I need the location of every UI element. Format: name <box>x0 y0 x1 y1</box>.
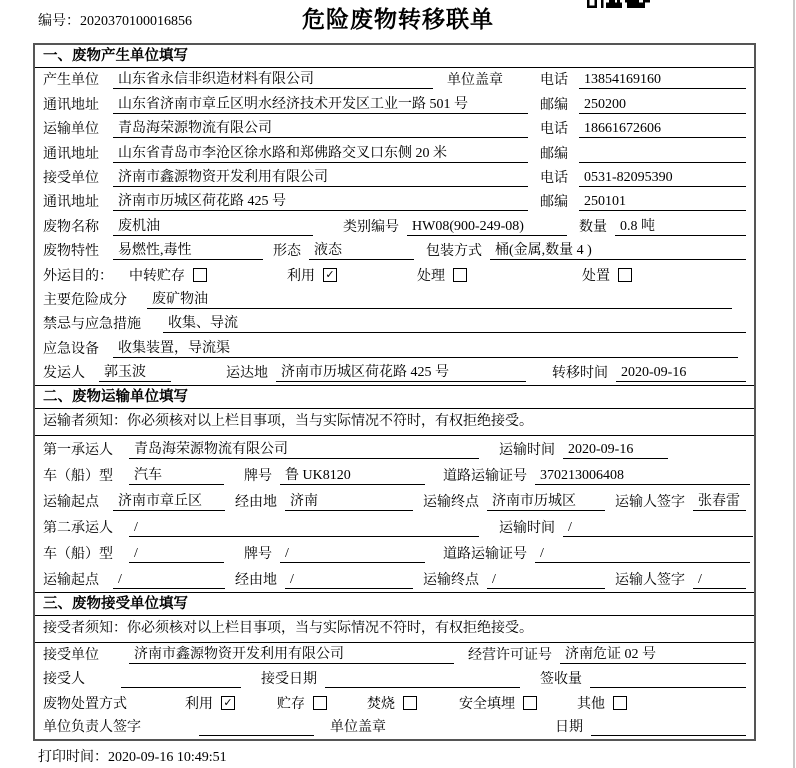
purpose-option-label: 利用 <box>287 269 315 285</box>
producer-post-value: 250200 <box>579 97 746 114</box>
plate-label: 牌号 <box>244 469 272 485</box>
vehicle-type-value: 汽车 <box>129 464 224 485</box>
disposal-method-label: 废物处置方式 <box>43 697 127 713</box>
checkbox-icon <box>523 696 537 710</box>
purpose-option-utilize <box>287 265 337 285</box>
shipper-row <box>35 361 754 385</box>
waste-name-value: 废机油 <box>113 215 313 236</box>
purpose-option-dispose <box>582 265 632 285</box>
carrier-sign-value: 张春雷 <box>693 490 746 511</box>
packing-value: 桶(金属,数量 4 ) <box>490 239 746 260</box>
transporter-post-value <box>579 146 746 163</box>
shipper-label: 发运人 <box>43 366 85 382</box>
disposal-option-label: 利用 <box>185 697 213 713</box>
license-label: 经营许可证号 <box>468 648 552 664</box>
producer-post-label: 邮编 <box>540 97 568 113</box>
receiver-phone-value: 0531-82095390 <box>579 170 746 187</box>
transfer-form-table <box>33 43 756 741</box>
transporter-phone-label: 电话 <box>540 122 568 138</box>
transport-time-value: 2020-09-16 <box>563 442 668 459</box>
road-permit-value: 370213006408 <box>535 468 750 485</box>
print-time <box>38 746 227 766</box>
route-via-value: 济南 <box>285 490 413 511</box>
route-origin-value: 济南市章丘区 <box>113 490 225 511</box>
section2-header: 二、废物运输单位填写 <box>35 385 754 409</box>
qr-code-fragment <box>587 0 650 9</box>
license-value: 济南危证 02 号 <box>560 643 746 664</box>
route2-via-label: 经由地 <box>235 573 277 589</box>
purpose-option-transfer-storage <box>129 265 207 285</box>
hazard-component-label: 主要危险成分 <box>43 292 127 308</box>
receiver-post-value: 250101 <box>579 194 746 211</box>
receiving-unit-value: 济南市鑫源物资开发利用有限公司 <box>129 643 454 664</box>
producer-phone-value: 13854169160 <box>579 72 746 89</box>
checkbox-icon <box>403 696 417 710</box>
receiver-post-label: 邮编 <box>540 195 568 211</box>
purpose-option-treat <box>417 265 467 285</box>
receiver-phone-label: 电话 <box>540 170 568 186</box>
acceptor-row <box>35 667 754 691</box>
print-time-value: 2020-09-16 10:49:51 <box>108 750 227 765</box>
serial-value: 2020370100016856 <box>80 14 192 29</box>
receiver-notice: 接受者须知：你必须核对以上栏目事项，当与实际情况不符时，有权拒绝接受。 <box>35 616 754 643</box>
transporter-value: 青岛海荣源物流有限公司 <box>113 117 528 138</box>
disposal-option-incinerate <box>367 693 417 713</box>
disposal-option-label: 贮存 <box>277 697 305 713</box>
responsible-sign-label: 单位负责人签字 <box>43 720 141 736</box>
page-edge-divider <box>793 0 795 768</box>
second-carrier-row <box>35 514 754 540</box>
waste-traits-label: 废物特性 <box>43 244 99 260</box>
checkbox-checked-icon: ✓ <box>323 268 337 282</box>
disposal-option-label: 其他 <box>577 697 605 713</box>
transporter-address-row <box>35 141 754 165</box>
transport-time2-value: / <box>563 520 753 537</box>
producer-address-label: 通讯地址 <box>43 97 99 113</box>
carrier-sign-label: 运输人签字 <box>615 495 685 511</box>
waste-name-label: 废物名称 <box>43 219 99 235</box>
waste-form-label: 形态 <box>273 244 301 260</box>
disposal-option-store <box>277 693 327 713</box>
vehicle2-row <box>35 540 754 566</box>
purpose-option-label: 处置 <box>582 269 610 285</box>
route2-end-value: / <box>487 572 605 589</box>
acceptor-label: 接受人 <box>43 672 85 688</box>
unit-seal-label: 单位盖章 <box>447 73 503 89</box>
receiver-address-row <box>35 190 754 214</box>
disposal-option-utilize <box>185 693 235 713</box>
purpose-option-label: 处理 <box>417 269 445 285</box>
waste-qty-label: 数量 <box>579 219 607 235</box>
disposal-option-label: 焚烧 <box>367 697 395 713</box>
transporter-notice: 运输者须知：你必须核对以上栏目事项，当与实际情况不符时，有权拒绝接受。 <box>35 409 754 436</box>
transfer-time-value: 2020-09-16 <box>616 365 746 382</box>
destination-value: 济南市历城区荷花路 425 号 <box>276 361 526 382</box>
route2-row <box>35 566 754 592</box>
receiver-label: 接受单位 <box>43 170 99 186</box>
receiving-unit-row <box>35 643 754 667</box>
route2-via-value: / <box>285 572 413 589</box>
emergency-equipment-label: 应急设备 <box>43 341 99 357</box>
checkbox-icon <box>313 696 327 710</box>
producer-value: 山东省永信非织造材料有限公司 <box>113 68 433 89</box>
vehicle-type2-value: / <box>129 546 224 563</box>
checkbox-icon <box>193 268 207 282</box>
carrier2-sign-label: 运输人签字 <box>615 573 685 589</box>
transport-time-label: 运输时间 <box>499 443 555 459</box>
section3 <box>35 592 754 739</box>
transporter-post-label: 邮编 <box>540 146 568 162</box>
disposal-method-row <box>35 691 754 715</box>
sign-date-value <box>591 719 746 736</box>
taboo-measures-label: 禁忌与应急措施 <box>43 317 141 333</box>
section2 <box>35 385 754 592</box>
shipper-value: 郭玉波 <box>99 361 171 382</box>
waste-traits-value: 易燃性,毒性 <box>113 239 263 260</box>
accept-date-label: 接受日期 <box>261 672 317 688</box>
route-via-label: 经由地 <box>235 495 277 511</box>
plate-value: 鲁 UK8120 <box>280 464 425 485</box>
transfer-purpose-label: 外运目的： <box>43 269 113 285</box>
waste-name-row <box>35 214 754 238</box>
hazard-component-row <box>35 288 754 312</box>
route-end-value: 济南市历城区 <box>487 490 605 511</box>
received-qty-value <box>590 671 746 688</box>
checkbox-checked-icon: ✓ <box>221 696 235 710</box>
waste-traits-row <box>35 239 754 263</box>
producer-address-row <box>35 92 754 116</box>
route2-end-label: 运输终点 <box>423 573 479 589</box>
first-carrier-value: 青岛海荣源物流有限公司 <box>129 438 479 459</box>
checkbox-icon <box>613 696 627 710</box>
road-permit-label: 道路运输证号 <box>443 469 527 485</box>
transporter-row <box>35 117 754 141</box>
accept-date-value <box>325 671 520 688</box>
transport-time2-label: 运输时间 <box>499 521 555 537</box>
transporter-address-value: 山东省青岛市李沧区徐水路和郑佛路交叉口东侧 20 米 <box>113 142 528 163</box>
responsible-sign-value <box>199 719 314 736</box>
emergency-equipment-value: 收集装置，导流渠 <box>113 337 738 358</box>
road-permit2-label: 道路运输证号 <box>443 547 527 563</box>
transporter-label: 运输单位 <box>43 122 99 138</box>
first-carrier-label: 第一承运人 <box>43 443 113 459</box>
waste-category-label: 类别编号 <box>343 219 399 235</box>
checkbox-icon <box>453 268 467 282</box>
route-end-label: 运输终点 <box>423 495 479 511</box>
packing-label: 包装方式 <box>426 244 482 260</box>
transporter-phone-value: 18661672606 <box>579 121 746 138</box>
receiver-address-value: 济南市历城区荷花路 425 号 <box>113 190 528 211</box>
print-time-label: 打印时间： <box>38 750 108 765</box>
plate2-value: / <box>280 546 425 563</box>
second-carrier-label: 第二承运人 <box>43 521 113 537</box>
route2-origin-value: / <box>113 572 225 589</box>
taboo-measures-value: 收集、导流 <box>163 312 746 333</box>
acceptor-value <box>121 671 241 688</box>
disposal-option-landfill <box>459 693 537 713</box>
carrier2-sign-value: / <box>693 572 746 589</box>
receiver-address-label: 通讯地址 <box>43 195 99 211</box>
vehicle-type2-label: 车（船）型 <box>43 547 113 563</box>
producer-label: 产生单位 <box>43 73 99 89</box>
receiver-row <box>35 166 754 190</box>
plate2-label: 牌号 <box>244 547 272 563</box>
route-origin-label: 运输起点 <box>43 495 99 511</box>
hazard-component-value: 废矿物油 <box>147 288 732 309</box>
waste-qty-value: 0.8 吨 <box>615 215 746 236</box>
unit-seal2-label: 单位盖章 <box>330 720 386 736</box>
received-qty-label: 签收量 <box>540 672 582 688</box>
receiving-unit-label: 接受单位 <box>43 648 99 664</box>
page-title: 危险废物转移联单 <box>302 7 494 32</box>
disposal-option-label: 安全填埋 <box>459 697 515 713</box>
purpose-option-label: 中转贮存 <box>129 269 185 285</box>
route2-origin-label: 运输起点 <box>43 573 99 589</box>
serial-label: 编号： <box>38 14 80 29</box>
checkbox-icon <box>618 268 632 282</box>
producer-phone-label: 电话 <box>540 73 568 89</box>
destination-label: 运达地 <box>226 366 268 382</box>
sign-date-label: 日期 <box>555 720 583 736</box>
section3-header: 三、废物接受单位填写 <box>35 592 754 616</box>
producer-address-value: 山东省济南市章丘区明水经济技术开发区工业一路 501 号 <box>113 93 528 114</box>
responsible-sign-row <box>35 715 754 739</box>
second-carrier-value: / <box>129 520 479 537</box>
section1-header: 一、废物产生单位填写 <box>35 45 754 68</box>
waste-category-value: HW08(900-249-08) <box>407 219 567 236</box>
vehicle-type-label: 车（船）型 <box>43 469 113 485</box>
transfer-time-label: 转移时间 <box>552 366 608 382</box>
emergency-equipment-row <box>35 336 754 360</box>
producer-row <box>35 68 754 92</box>
disposal-option-other <box>577 693 627 713</box>
route1-row <box>35 488 754 514</box>
road-permit2-value: / <box>535 546 750 563</box>
vehicle1-row <box>35 462 754 488</box>
transfer-purpose-row <box>35 263 754 287</box>
taboo-measures-row <box>35 312 754 336</box>
waste-form-value: 液态 <box>309 239 414 260</box>
receiver-value: 济南市鑫源物资开发利用有限公司 <box>113 166 528 187</box>
transporter-address-label: 通讯地址 <box>43 146 99 162</box>
first-carrier-row <box>35 436 754 462</box>
